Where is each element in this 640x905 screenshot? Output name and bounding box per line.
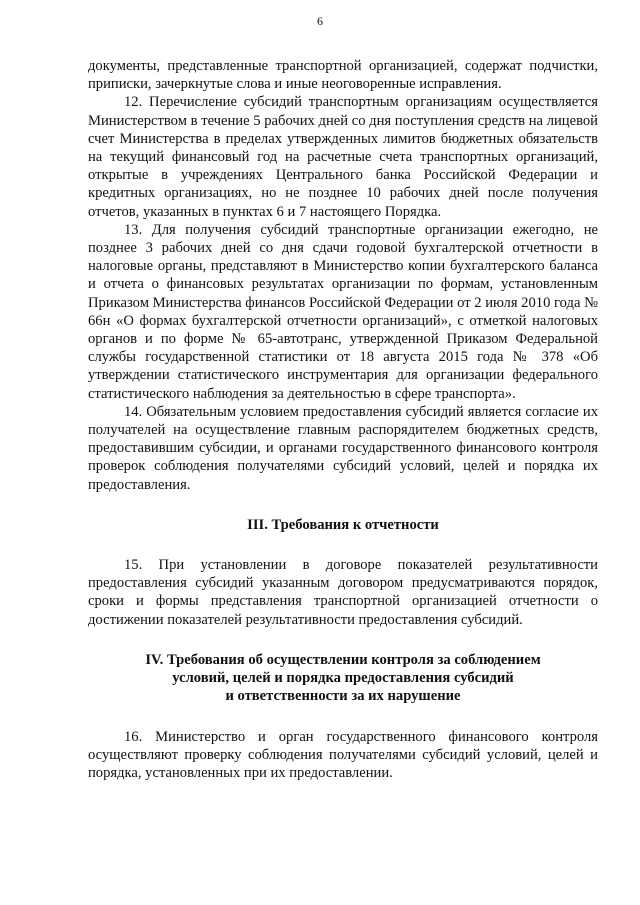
section-4-title-line-3: и ответственности за их нарушение (225, 688, 461, 705)
spacer (88, 629, 598, 651)
section-4-title-line-2: условий, целей и порядка предоставления субсидий (172, 670, 514, 687)
spacer (88, 534, 598, 556)
spacer (88, 706, 598, 728)
section-4-title-line-1: IV. Требования об осуществлении контроля за соблюдением (145, 651, 541, 668)
document-body (88, 57, 598, 782)
paragraph-14: 14. Обязательным условием предоставления субсидий является согласие их получателей на осуществление главным распорядителем бюджетных средств, предоставившим субсидии, и органами государственного финансового контроля проверок соблюдения получателями субсидий условий, целей и порядка их предоставления. (88, 403, 598, 493)
paragraph-16: 16. Министерство и орган государственного финансового контроля осуществляют проверку соблюдения получателями субсидий условий, целей и порядка, установленных при их предоставлении. (88, 728, 598, 781)
page-number: 6 (317, 14, 323, 28)
section-3-title: III. Требования к отчетности (247, 516, 439, 533)
paragraph-12: 12. Перечисление субсидий транспортным организациям осуществляется Министерством в течение 5 рабочих дней со дня поступления средств на лицевой счет Министерства в пределах утвержденных лимитов бюджетных обязательств на текущий финансовый год на расчетные счета транспортных организаций, открытые в учреждениях Центрального банка Российской Федерации и кредитных организациях, но не позднее 10 рабочих дней после получения отчетов, указанных в пунктах 6 и 7 настоящего Порядка. (88, 94, 598, 220)
paragraph-continuation: документы, представленные транспортной организацией, содержат подчистки, приписки, зачеркнутые слова и иные неоговоренные исправления. (88, 58, 598, 93)
paragraph-15: 15. При установлении в договоре показателей результативности предоставления субсидий указанным договором предусматриваются порядок, сроки и формы представления транспортной организацией отчетности о достижении показателей результативности предоставления субсидий. (88, 557, 598, 628)
section-4-title (88, 651, 598, 706)
spacer (88, 494, 598, 516)
paragraph-13: 13. Для получения субсидий транспортные организации ежегодно, не позднее 3 рабочих дней со дня сдачи годовой бухгалтерской отчетности в налоговые органы, представляют в Министерство копии бухгалтерского баланса и отчета о финансовых результатах организации по формам, установленным Приказом Министерства финансов Российской Федерации от 2 июля 2010 года № 66н «О формах бухгалтерской отчетности организаций», с отметкой налоговых органов и по форме № 65-автотранс, утвержденной Приказом Федеральной службы государственной статистики от 18 августа 2015 года № 378 «Об утверждении статистического инструментария для организации федерального статистического наблюдения за деятельностью в сфере транспорта». (88, 221, 598, 402)
